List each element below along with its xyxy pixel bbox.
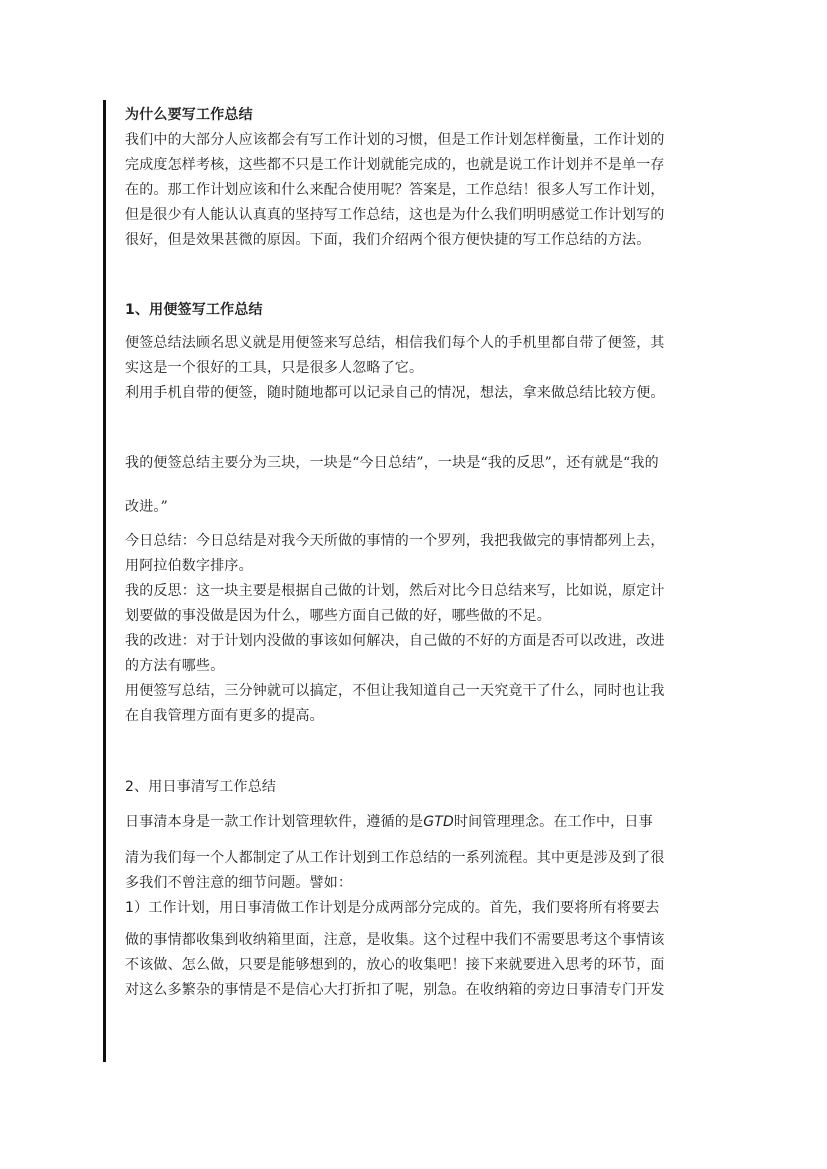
paragraph-line: 清为我们每一个人都制定了从工作计划到工作总结的一系列流程。其中更是涉及到了很	[125, 850, 665, 866]
paragraph-line: 用阿拉伯数字排序。	[125, 558, 253, 574]
paragraph-line: 用便签写总结，三分钟就可以搞定，不但让我知道自己一天究竟干了什么，同时也让我	[125, 683, 665, 699]
section2-number: 2	[125, 779, 135, 795]
section1-heading	[125, 298, 705, 323]
gtd-intro-text: 日事清本身是一款工作计划管理软件，遵循的是	[125, 814, 424, 830]
paragraph-line: 利用手机自带的便签，随时随地都可以记录自己的情况，想法，拿来做总结比较方便。	[125, 385, 665, 401]
intro-paragraph	[125, 128, 705, 253]
section1-number: 1	[125, 302, 135, 318]
paragraph-line	[125, 810, 705, 835]
intro-line: 很好，但是效果甚微的原因。下面，我们介绍两个很方便快捷的写工作总结的方法。	[125, 232, 651, 248]
paragraph-line: 做的事情都收集到收纳箱里面，注意，是收集。这个过程中我们不需要思考这个事情该	[125, 932, 665, 948]
intro-line: 但是很少有人能认认真真的坚持写工作总结，这也是为什么我们明明感觉工作计划写的	[125, 207, 665, 223]
left-margin-rule	[103, 100, 106, 1062]
paragraph-line: 对这么多繁杂的事情是不是信心大打折扣了呢，别急。在收纳箱的旁边日事清专门开发	[125, 982, 665, 998]
intro-line: 我们中的大部分人应该都会有写工作计划的习惯，但是工作计划怎样衡量，工作计划的	[125, 132, 665, 148]
list-item-1	[125, 896, 705, 921]
paragraph-line: 实这是一个很好的工具，只是很多人忽略了它。	[125, 360, 424, 376]
paragraph-line: 的方法有哪些。	[125, 658, 225, 674]
paragraph-line: 我的便签总结主要分为三块，一块是“今日总结”，一块是“我的反思”，还有就是“我的	[125, 455, 659, 471]
doc-title: 为什么要写工作总结	[125, 107, 253, 123]
paragraph-line: 我的反思：这一块主要是根据自己做的计划，然后对比今日总结来写，比如说，原定计	[125, 583, 665, 599]
section1-paragraph-3	[125, 529, 705, 729]
paragraph-line: 多我们不曾注意的细节问题。譬如：	[125, 875, 353, 891]
document-body	[125, 103, 705, 1003]
section2-paragraph	[125, 810, 705, 1003]
paragraph-line: 改进。”	[125, 499, 168, 515]
section2-heading-text: 、用日事清写工作总结	[134, 779, 277, 795]
gtd-term: GTD	[423, 814, 454, 830]
section1-paragraph-2	[125, 451, 705, 520]
section1-paragraph-1	[125, 331, 705, 406]
gtd-intro-text-after: 时间管理理念。在工作中，日事	[453, 814, 653, 830]
paragraph-line: 不该做、怎么做，只要是能够想到的，放心的收集吧！接下来就要进入思考的环节，面	[125, 957, 665, 973]
paragraph-line: 今日总结：今日总结是对我今天所做的事情的一个罗列，我把我做完的事情都列上去，	[125, 533, 665, 549]
paragraph-line: 我的改进：对于计划内没做的事该如何解决，自己做的不好的方面是否可以改进，改进	[125, 633, 665, 649]
section2-heading	[125, 775, 705, 800]
paragraph-line: 划要做的事没做是因为什么，哪些方面自己做的好，哪些做的不足。	[125, 608, 551, 624]
paragraph-line: 便签总结法顾名思义就是用便签来写总结，相信我们每个人的手机里都自带了便签，其	[125, 335, 665, 351]
intro-line: 在的。那工作计划应该和什么来配合使用呢？答案是，工作总结！很多人写工作计划，	[125, 182, 665, 198]
intro-line: 完成度怎样考核，这些都不只是工作计划就能完成的，也就是说工作计划并不是单一存	[125, 157, 665, 173]
list-item-text: 工作计划，用日事清做工作计划是分成两部分完成的。首先，我们要将所有将要去	[148, 900, 660, 916]
section1-heading-text: 、用便签写工作总结	[134, 302, 263, 318]
list-item-number: 1）	[125, 900, 149, 916]
paragraph-line: 在自我管理方面有更多的提高。	[125, 708, 324, 724]
